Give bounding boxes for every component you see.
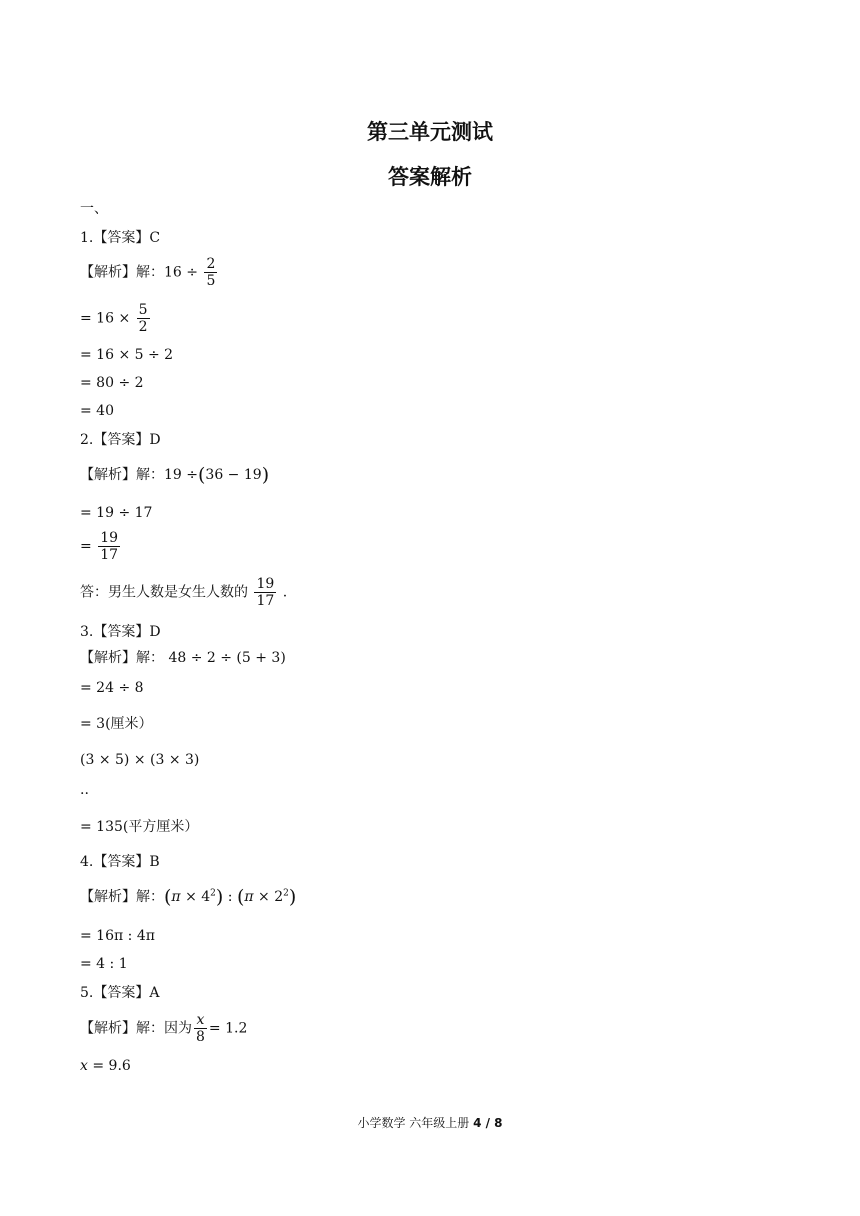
q5-analysis-prefix: 【解析】解：因为	[80, 1020, 192, 1037]
q1-step-1-prefix: = 16 ×	[80, 310, 131, 327]
q2-fraction-1-num: 19	[100, 530, 119, 546]
q4-term-a: × 4	[180, 889, 211, 905]
q4-pi-a: π	[171, 889, 181, 905]
section-label: 一、	[80, 201, 108, 217]
q2-analysis-prefix: 【解析】解：19 ÷	[80, 467, 198, 483]
q1-step-4: = 40	[80, 403, 114, 419]
q2-conclusion-suffix: .	[282, 584, 288, 601]
q4-pi-b: π	[244, 889, 254, 905]
q2-step-2-prefix: =	[80, 538, 92, 555]
q1-fraction-2-num: 5	[138, 302, 148, 318]
page-number: 4 / 8	[473, 1116, 503, 1130]
page-footer	[0, 1114, 860, 1131]
q1-fraction-1	[204, 256, 217, 289]
q3-step-2: = 3(厘米）	[80, 716, 153, 732]
q5-analysis	[80, 1012, 247, 1045]
q4-answer: 4.【答案】B	[80, 854, 160, 870]
q2-fraction-2-num: 19	[256, 576, 275, 592]
q4-paren-a-open: (	[164, 886, 172, 908]
footer-text: 小学数学 六年级上册	[357, 1116, 474, 1130]
page-title: 第三单元测试	[367, 120, 493, 144]
q5-variable: x	[80, 1058, 88, 1074]
q4-paren-b-open: (	[236, 886, 245, 908]
q2-step-2	[80, 530, 122, 563]
q5-fraction	[194, 1012, 207, 1045]
q4-term-b: × 2	[253, 889, 284, 905]
q1-step-2: = 16 × 5 ÷ 2	[80, 347, 174, 363]
q4-paren-b-close: )	[288, 886, 297, 908]
q1-analysis-prefix: 【解析】解：16 ÷	[80, 264, 198, 281]
q3-analysis: 【解析】解： 48 ÷ 2 ÷ (5 + 3)	[80, 650, 286, 666]
q4-step-2: = 4 : 1	[80, 956, 128, 972]
q4-analysis-prefix: 【解析】解：	[80, 889, 164, 905]
q5-fraction-den: 8	[196, 1029, 205, 1045]
q1-step-1	[80, 302, 152, 335]
q1-answer: 1.【答案】C	[80, 230, 161, 246]
q1-step-3: = 80 ÷ 2	[80, 375, 144, 391]
q3-step-5: = 135(平方厘米）	[80, 819, 199, 835]
q2-conclusion	[80, 576, 287, 609]
q2-fraction-1	[98, 530, 120, 563]
q4-analysis	[80, 888, 296, 906]
q2-fraction-1-den: 17	[100, 547, 119, 563]
q2-answer: 2.【答案】D	[80, 432, 161, 448]
q2-step-1: = 19 ÷ 17	[80, 505, 153, 521]
q1-fraction-1-num: 2	[206, 256, 216, 272]
q2-open-paren: (	[198, 464, 206, 486]
q3-step-4: ..	[80, 782, 89, 798]
q5-step-1	[80, 1057, 131, 1075]
q2-fraction-2-den: 17	[256, 593, 275, 609]
q3-step-3: (3 × 5) × (3 × 3)	[80, 752, 200, 768]
q5-equation-rhs: = 1.2	[208, 1020, 248, 1037]
q2-expression: 36 − 19	[205, 467, 262, 483]
page-subtitle: 答案解析	[388, 165, 472, 189]
q1-fraction-2	[137, 302, 150, 335]
q2-analysis	[80, 466, 269, 484]
q2-conclusion-prefix: 答：男生人数是女生人数的	[80, 584, 248, 601]
q4-exp-b: 2	[283, 888, 289, 899]
q1-fraction-2-den: 2	[138, 319, 148, 335]
q2-fraction-2	[254, 576, 276, 609]
q5-fraction-num: x	[194, 1012, 207, 1029]
q4-colon: :	[223, 889, 237, 905]
q3-answer: 3.【答案】D	[80, 624, 161, 640]
q1-fraction-1-den: 5	[206, 273, 216, 289]
q4-paren-a-close: )	[215, 886, 224, 908]
q4-exp-a: 2	[210, 888, 216, 899]
q4-step-1: = 16π : 4π	[80, 928, 155, 944]
q5-step-1-rest: = 9.6	[87, 1058, 131, 1074]
q3-step-1: = 24 ÷ 8	[80, 680, 144, 696]
q2-close-paren: )	[261, 464, 270, 486]
q1-analysis	[80, 256, 219, 289]
q5-answer: 5.【答案】A	[80, 985, 160, 1001]
